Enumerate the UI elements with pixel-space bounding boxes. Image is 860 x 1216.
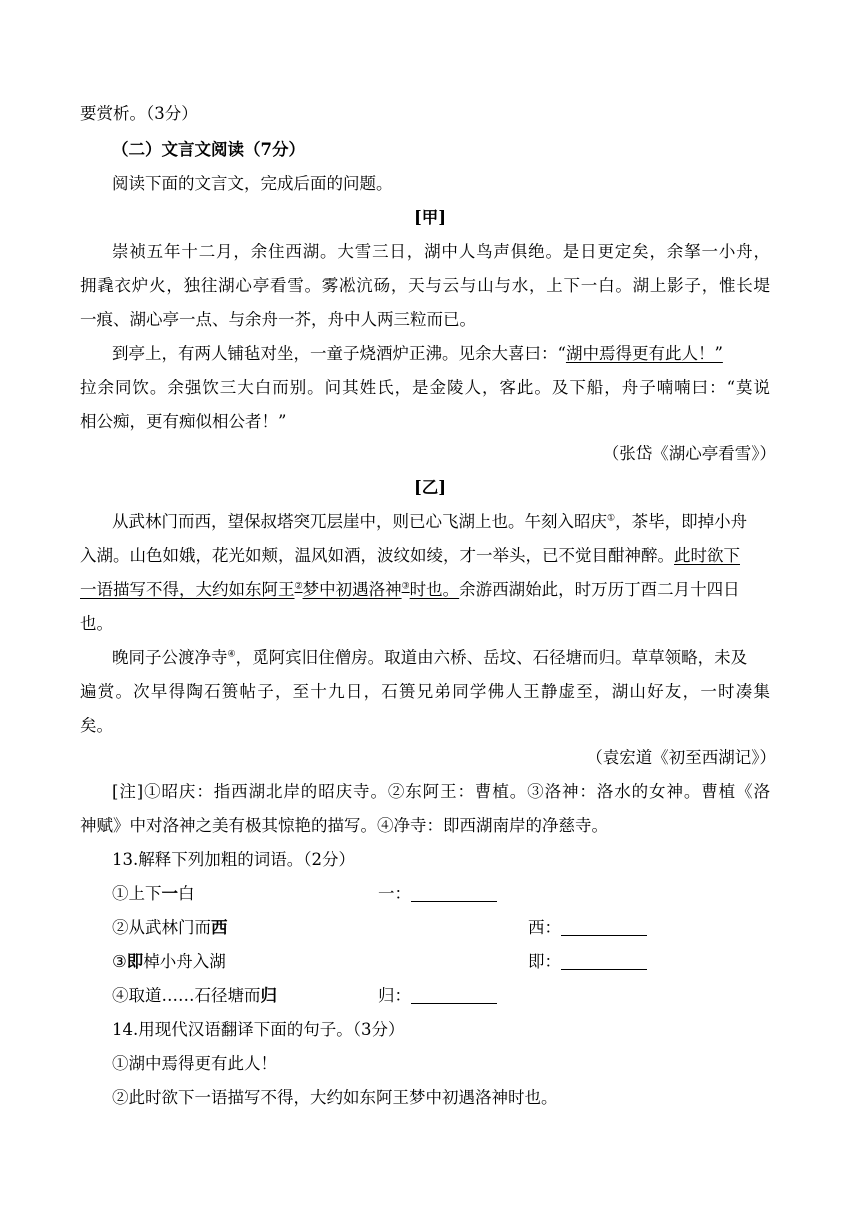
q13-answer-2 xyxy=(528,916,647,940)
q13-item-4 xyxy=(112,984,277,1008)
q13-item-2-pre: ②从武林门而 xyxy=(112,918,211,937)
yi-p1-line1-b: ，茶毕，即掉小舟 xyxy=(615,512,748,531)
q13-answer-1-blank[interactable] xyxy=(411,883,497,902)
yi-p2-line3: 矣。 xyxy=(80,716,113,735)
q13-item-1-pre: ①上下 xyxy=(112,884,162,903)
q13-answer-4 xyxy=(378,984,497,1008)
yi-p1-line3 xyxy=(80,578,740,602)
prev-question-tail: 要赏析。（3分） xyxy=(80,104,198,123)
q14-sentence-2: ②此时欲下一语描写不得，大约如东阿王梦中初遇洛神时也。 xyxy=(112,1088,558,1107)
passage-yi-heading: [乙] xyxy=(413,478,447,497)
yi-p2-line1 xyxy=(112,646,747,670)
jia-p1-line1: 崇祯五年十二月，余住西湖。大雪三日，湖中人鸟声俱绝。是日更定矣，余拏一小舟， xyxy=(112,242,770,261)
jia-p2-line1-text: 到亭上，有两人铺毡对坐，一童子烧酒炉正沸。见余大喜曰：“ xyxy=(112,344,566,363)
q13-item-3-post: 棹小舟入湖 xyxy=(143,952,226,971)
q13-answer-3-label: 即： xyxy=(528,952,561,971)
yi-p1-line4: 也。 xyxy=(80,614,113,633)
footnote-mark-2: ② xyxy=(294,581,303,592)
q13-item-2 xyxy=(112,916,228,940)
yi-underlined-c: 时也。 xyxy=(409,580,460,599)
yi-p1-line1-a: 从武林门而西，望保叔塔突兀层崖中，则已心飞湖上也。午刻入昭庆 xyxy=(112,512,607,531)
q13-item-2-bold: 西 xyxy=(211,918,228,937)
footnote-mark-1: ① xyxy=(607,513,616,524)
q13-answer-4-blank[interactable] xyxy=(411,985,497,1004)
jia-source: （张岱《湖心亭看雪》） xyxy=(602,444,776,463)
q13-item-1-bold: 一 xyxy=(161,884,178,903)
q13-answer-3-blank[interactable] xyxy=(561,951,647,970)
yi-source: （袁宏道《初至西湖记》） xyxy=(586,748,776,767)
yi-underlined-start: 此时欲下 xyxy=(674,546,740,565)
notes-line2: 神赋》中对洛神之美有极其惊艳的描写。④净寺：即西湖南岸的净慈寺。 xyxy=(80,816,608,835)
jia-p2-line3: 相公痴，更有痴似相公者！” xyxy=(80,412,287,431)
q13-title: 13.解释下列加粗的词语。（2分） xyxy=(112,850,355,869)
jia-quote-underlined: 湖中焉得更有此人！” xyxy=(565,344,723,363)
yi-underlined-b: 梦中初遇洛神 xyxy=(302,580,402,599)
q14-title: 14.用现代汉语翻译下面的句子。（3分） xyxy=(112,1020,405,1039)
jia-p1-line2: 拥毳衣炉火，独往湖心亭看雪。雾凇沆砀，天与云与山与水，上下一白。湖上影子，惟长堤 xyxy=(80,276,770,295)
notes-line1: [注]①昭庆：指西湖北岸的昭庆寺。②东阿王：曹植。③洛神：洛水的女神。曹植《洛 xyxy=(112,782,770,801)
section-title: （二）文言文阅读（7分） xyxy=(112,140,305,159)
footnote-mark-4: ④ xyxy=(227,649,236,660)
jia-p2-line1 xyxy=(112,342,723,366)
q13-answer-1 xyxy=(378,882,497,906)
yi-p1-line1 xyxy=(112,510,747,534)
q13-item-3-bold: 即 xyxy=(126,952,144,971)
yi-p1-line3-b: 余游西湖始此，时万历丁酉二月十四日 xyxy=(459,580,740,599)
yi-p1-line2-a: 入湖。山色如娥，花光如颊，温风如酒，波纹如绫，才一举头，已不觉目酣神醉。 xyxy=(80,546,674,565)
q13-item-4-pre: ④取道……石径塘而 xyxy=(112,986,261,1005)
yi-p2-line2: 遍赏。次早得陶石篑帖子，至十九日，石篑兄弟同学佛人王静虚至，湖山好友，一时凑集 xyxy=(80,682,770,701)
instruction: 阅读下面的文言文，完成后面的问题。 xyxy=(112,174,393,193)
q13-answer-3 xyxy=(528,950,647,974)
q13-answer-4-label: 归： xyxy=(378,986,411,1005)
q13-answer-2-blank[interactable] xyxy=(561,917,647,936)
q13-item-4-bold: 归 xyxy=(260,986,277,1005)
q13-answer-2-label: 西： xyxy=(528,918,561,937)
yi-p2-line1-b: ，觅阿宾旧住僧房。取道由六桥、岳坟、石径塘而归。草草领略，未及 xyxy=(235,648,748,667)
footnote-mark-3: ③ xyxy=(401,581,410,592)
jia-p1-line3: 一痕、湖心亭一点、与余舟一芥，舟中人两三粒而已。 xyxy=(80,310,476,329)
q13-item-3-pre: ③ xyxy=(112,952,127,971)
q13-answer-1-label: 一： xyxy=(378,884,411,903)
q13-item-1 xyxy=(112,882,195,906)
q13-item-3 xyxy=(112,950,226,974)
yi-p2-line1-a: 晚同子公渡净寺 xyxy=(112,648,228,667)
q13-item-1-post: 白 xyxy=(178,884,195,903)
q14-sentence-1: ①湖中焉得更有此人！ xyxy=(112,1054,277,1073)
yi-p1-line2 xyxy=(80,544,740,568)
passage-jia-heading: [甲] xyxy=(413,208,447,227)
jia-p2-line2: 拉余同饮。余强饮三大白而别。问其姓氏，是金陵人，客此。及下船，舟子喃喃曰：“莫说 xyxy=(80,378,770,397)
yi-underlined-a: 一语描写不得，大约如东阿王 xyxy=(80,580,295,599)
